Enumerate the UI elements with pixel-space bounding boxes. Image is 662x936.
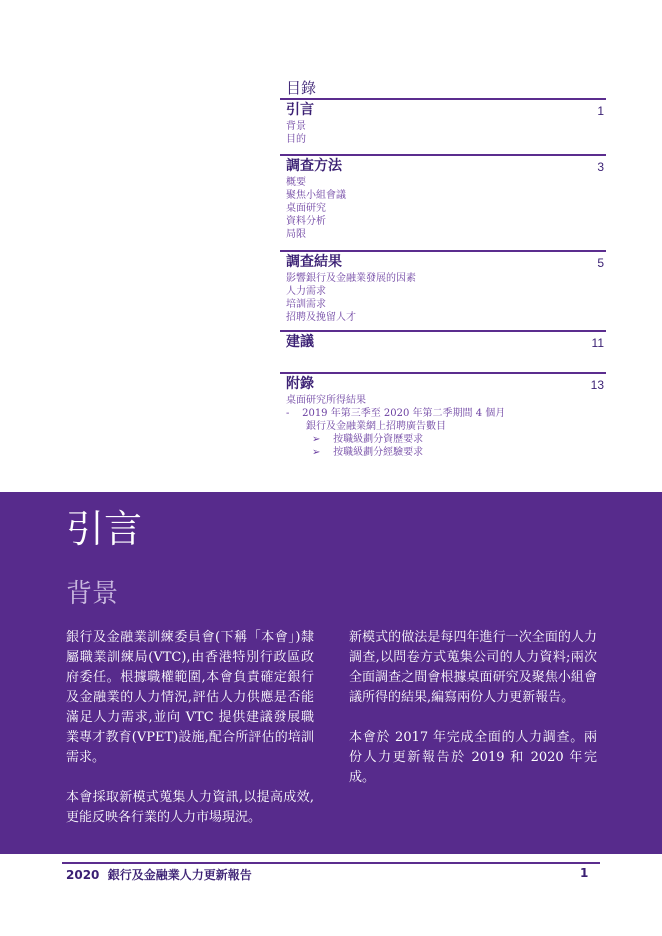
toc-item[interactable]: 影響銀行及金融業發展的因素 (286, 273, 416, 284)
footer-title: 2020 銀行及金融業人力更新報告 (66, 868, 252, 882)
toc-item[interactable]: 目的 (286, 134, 306, 145)
arrow-bullet-icon: ➢ (312, 447, 321, 458)
toc-item[interactable]: 概要 (286, 177, 306, 188)
toc-item[interactable]: 資料分析 (286, 216, 326, 227)
toc-item[interactable]: 招聘及挽留人才 (286, 312, 356, 323)
toc-page: 5 (597, 256, 604, 270)
toc-item[interactable]: 人力需求 (286, 286, 326, 297)
right-column (349, 628, 597, 808)
toc-subitem-label: 按職級劃分經驗要求 (333, 447, 424, 458)
toc-subitem[interactable] (286, 446, 606, 459)
toc-section-results[interactable] (280, 250, 606, 330)
toc-page: 11 (591, 336, 604, 350)
paragraph: 新模式的做法是每四年進行一次全面的人力調查,以問卷方式蒐集公司的人力資料;兩次全面調查之間會根據桌面研究及聚焦小組會議所得的結果,編寫兩份人力更新報告。 (349, 630, 597, 705)
toc-item[interactable]: 局限 (286, 229, 306, 240)
toc-heading: 調查結果 (286, 254, 342, 270)
toc-item[interactable]: 桌面研究所得結果 (286, 395, 366, 406)
toc-section-recommendations[interactable] (280, 330, 606, 372)
toc-title: 目錄 (286, 79, 317, 97)
paragraph: 銀行及金融業訓練委員會(下稱「本會」)隸屬職業訓練局(VTC),由香港特別行政區政府委任。根據職權範圍,本會負責確定銀行及金融業的人力情況,評估人力供應是否能滿足人力需求,並向 VTC 提供建議發展職業專才教育(VPET)設施,配合所評估的培訓需求。 (66, 630, 314, 765)
arrow-bullet-icon: ➢ (312, 434, 321, 445)
toc-heading: 調查方法 (286, 158, 342, 174)
toc-subitem-label: 按職級劃分資歷要求 (333, 434, 424, 445)
left-column (66, 628, 314, 848)
table-of-contents (280, 78, 606, 464)
toc-item[interactable]: 培訓需求 (286, 299, 326, 310)
paragraph: 本會於 2017 年完成全面的人力調查。兩份人力更新報告於 2019 和 2020 年完成。 (349, 730, 597, 785)
intro-title: 引言 (66, 507, 143, 551)
toc-item[interactable]: 銀行及金融業網上招聘廣告數目 (306, 421, 446, 432)
toc-item[interactable]: 背景 (286, 121, 306, 132)
toc-section-method[interactable] (280, 154, 606, 250)
toc-item[interactable]: 聚焦小組會議 (286, 190, 346, 201)
toc-section-appendix[interactable] (280, 372, 606, 464)
toc-item[interactable]: - 2019 年第三季至 2020 年第二季期間 4 個月 (286, 408, 506, 419)
toc-item[interactable]: 桌面研究 (286, 203, 326, 214)
paragraph: 本會採取新模式蒐集人力資訊,以提高成效,更能反映各行業的人力市場現況。 (66, 790, 314, 825)
toc-heading: 附錄 (286, 376, 314, 392)
toc-section-intro[interactable] (280, 98, 606, 150)
toc-heading: 建議 (286, 334, 314, 350)
toc-page: 13 (590, 378, 604, 392)
toc-subitem[interactable] (286, 433, 606, 446)
toc-page: 3 (597, 160, 604, 174)
footer-page-number: 1 (580, 866, 589, 880)
toc-heading: 引言 (286, 102, 314, 118)
footer-divider (62, 862, 600, 864)
toc-page: 1 (597, 104, 604, 118)
background-subtitle: 背景 (66, 579, 119, 609)
